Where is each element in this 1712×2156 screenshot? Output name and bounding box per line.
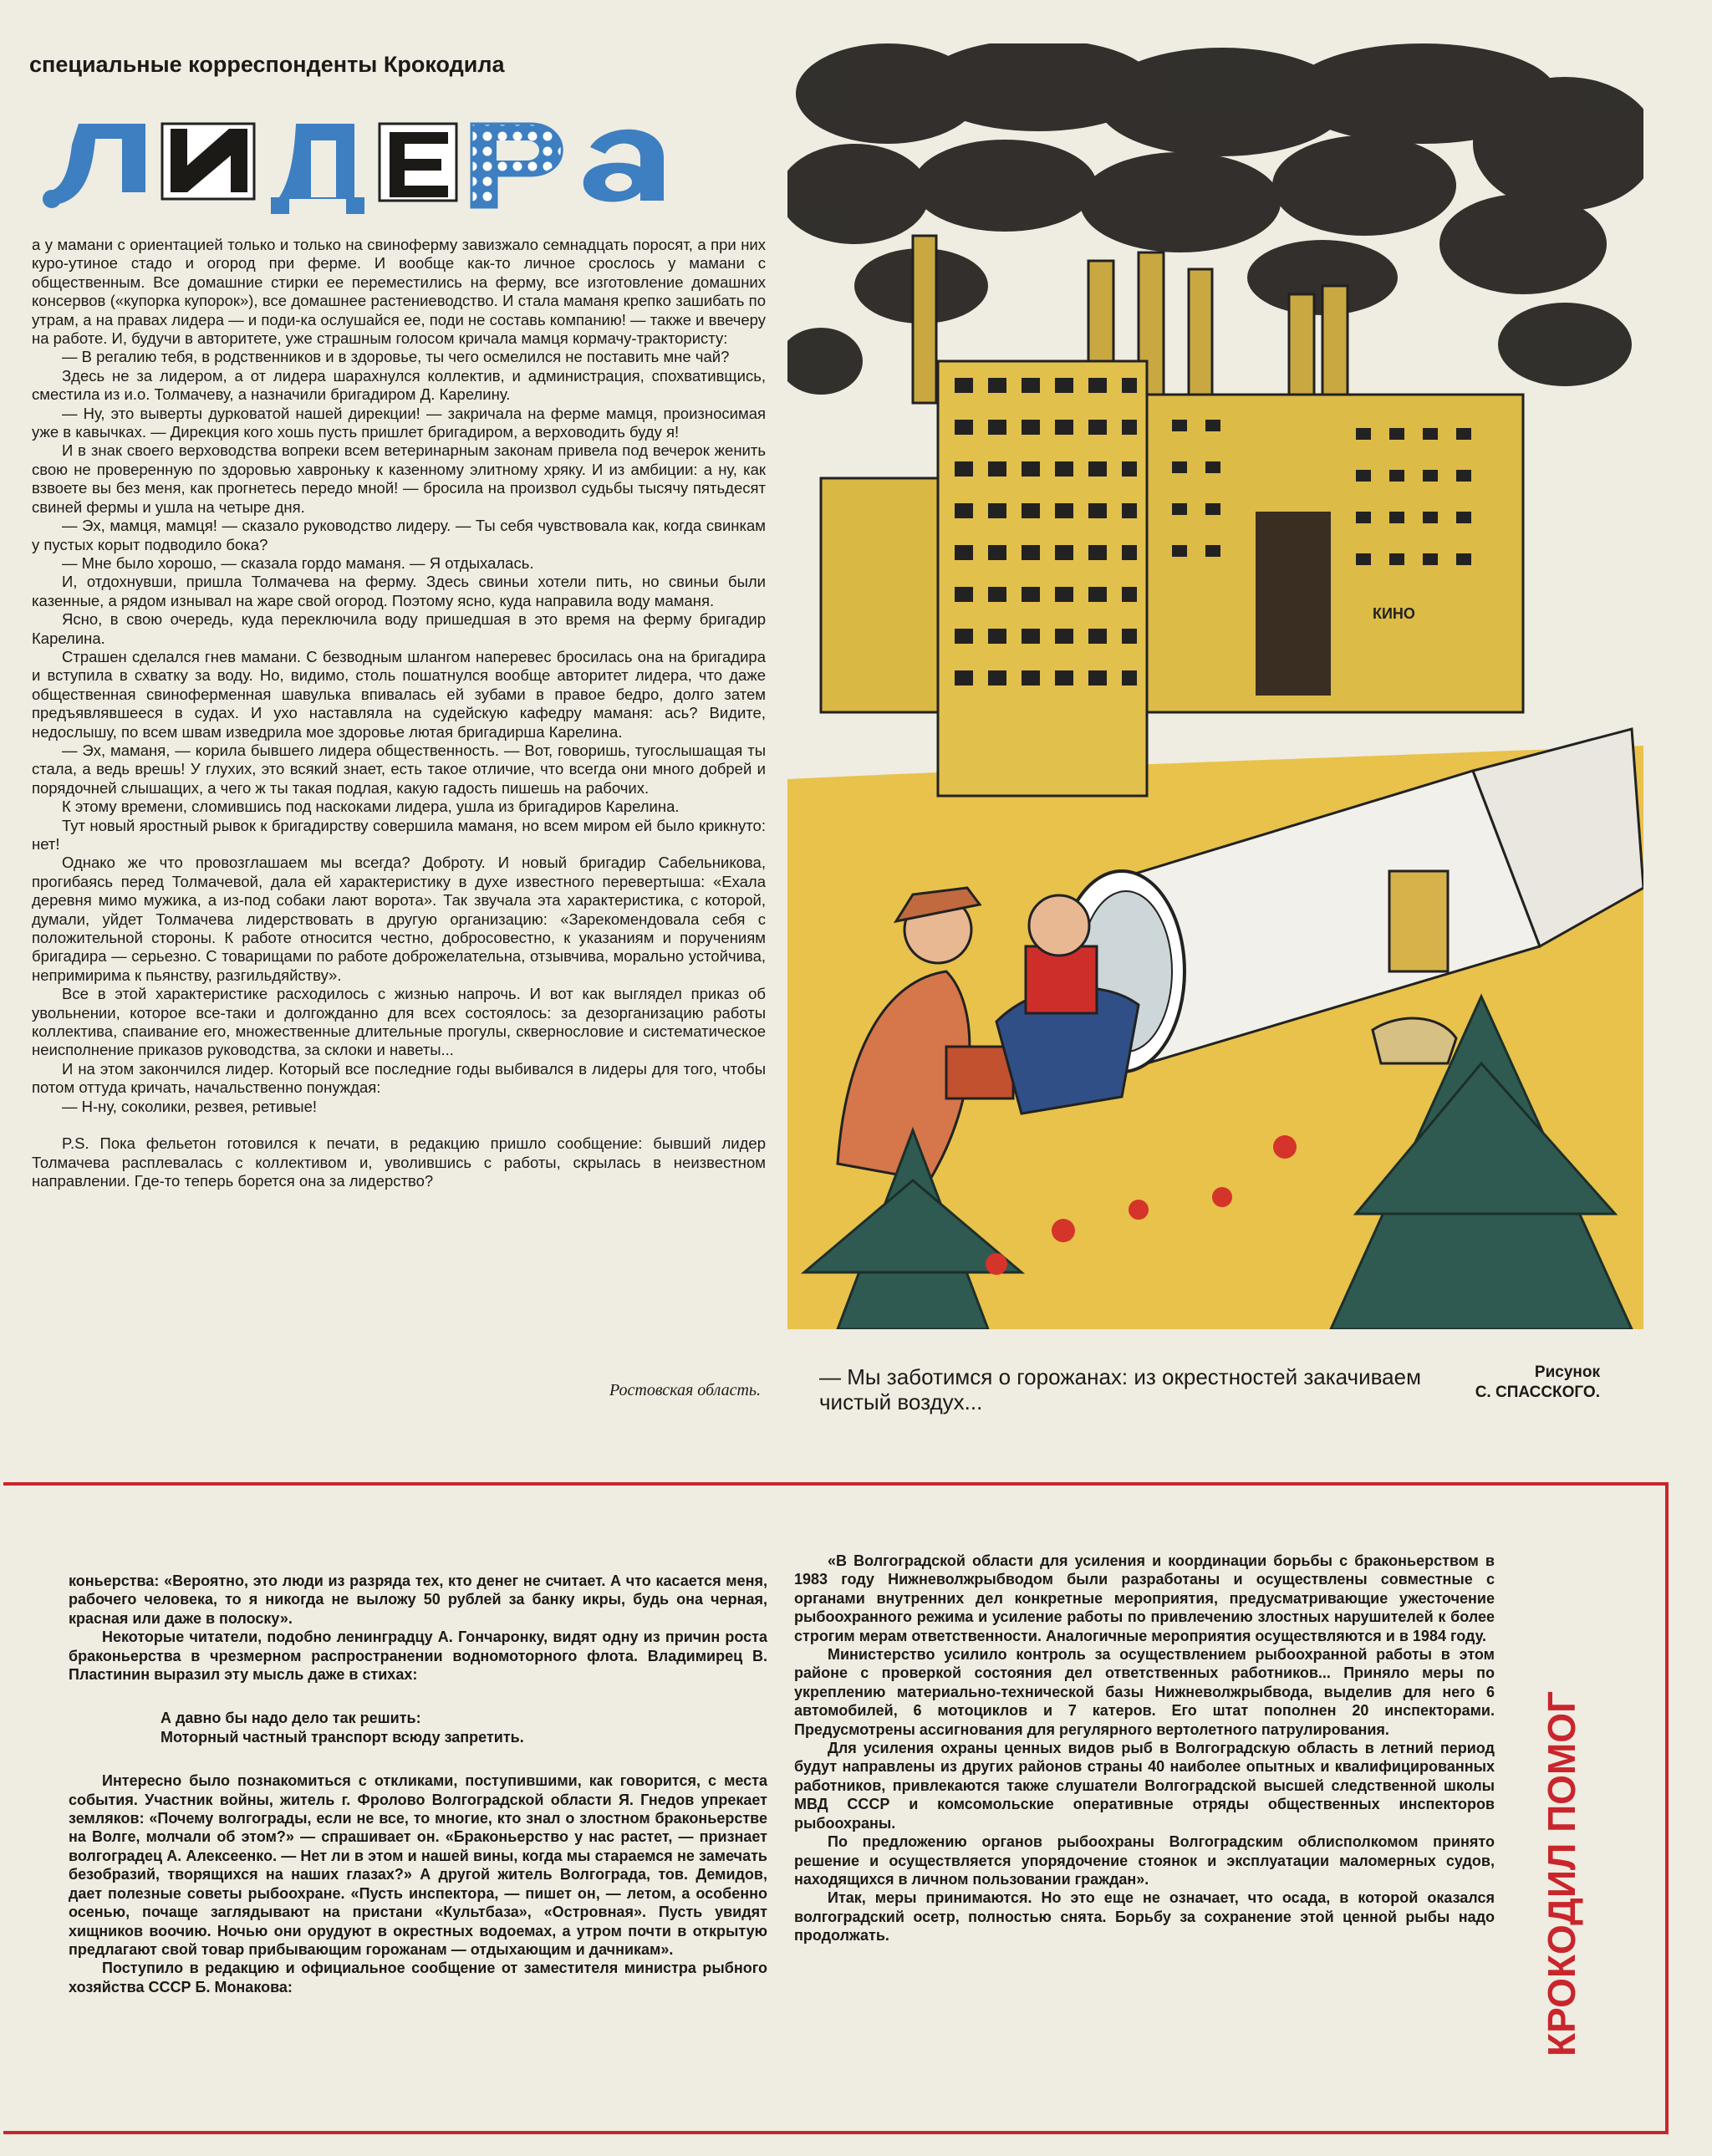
headline-letter-e [380,124,456,201]
help-section-title [1528,1505,1595,2107]
help-paragraph: Некоторые читатели, подобно ленинградцу А. Гончаронку, видят одну из причин роста браконьерства в чрезмерном распространении водномоторного флота. Владимирец В. Пластинин выразил эту мысль даже в стихах: [69,1628,767,1684]
article-paragraph: — Эх, маманя, — корила бывшего лидера общественность. — Вот, говоришь, тугослышащая ты стала, а ведь врешь! У глухих, это всякий знает, есть такое отличие, что всегда они много добрей и порядочней слышащих, а чего ж ты такая подлая, какую гадость пишешь на рабочих. [32,741,766,797]
cartoon-illustration [787,43,1643,1329]
headline-letter-a [583,130,664,202]
postscript: P.S. Пока фельетон готовился к печати, в редакцию пришло сообщение: бывший лидер Толмачева расплевалась с коллективом и, уволившись с работы, скрылась в неизвестном направлении. Где-то теперь борется она за лидерство? [32,1134,766,1190]
cartoon-credit [1421,1363,1600,1403]
help-column-right [794,1552,1495,2087]
article-paragraph: К этому времени, сломившись под наскоками лидера, ушла из бригадиров Карелина. [62,798,680,816]
headline-letter-l [43,124,145,208]
help-paragraph: коньерства: «Вероятно, это люди из разряда тех, кто денег не считает. А что касается меня, рабочего человека, то я никогда не выложу 50 рублей за банку икры, будь она черная, красная или даже в полоску». [69,1572,767,1627]
credit-line: Рисунок [1534,1363,1600,1381]
article-paragraph: Тут новый яростный рывок к бригадирству совершила маманя, но всем миром ей было крикнуто: нет! [32,816,766,853]
rubric-label: специальные корреспонденты Крокодила [29,52,505,77]
cinema-sign: КИНО [1373,605,1415,622]
article-paragraph: — Н-ну, соколики, резвея, ретивые! [62,1097,318,1115]
apartment-tower [938,361,1147,796]
article-paragraph: И на этом закончился лидер. Который все последние годы выбивался в лидеры для того, чтобы потом оттуда кричать, начальственно понуждая: [32,1059,766,1097]
help-paragraph: По предложению органов рыбоохраны Волгоградским облисполкомом принято решение и осуществляется упорядочение стоянок и эксплуатации маломерных судов, находящихся в личном пользовании граждан». [794,1833,1495,1888]
article-paragraph: — Эх, мамця, мамця! — сказало руководство лидеру. — Ты себя чувствовала как, когда свинкам у пустых корыт подводило бока? [32,517,766,553]
headline-letter-d [271,124,364,214]
help-paragraph: Интересно было познакомиться с откликами, поступившими, как говорится, с места события. Участник войны, житель г. Фролово Волгоградской области Я. Гнедов упрекает земляков: «Почему волгограды, если не все, то многие, кто знал о злостном браконьерстве на Волге, молчали об этом?» — спрашивает он. «Браконьерство у нас растет, — признает волгоградец А. Алексеенко. — Нет ли в этом и нашей вины, когда мы стараемся не замечать безобразий, творящихся на наших глазах?» А другой житель Волгограда, тов. Демидов, дает полезные советы рыбоохране. «Пусть инспектора, — пишет он, — летом, а особенно осенью, почаще заглядывают на пристани «Культбаза», «Островная». Пусть увидят хищников воочию. Ночью они орудуют в окрестных водоемах, а утром почти в открытую предлагают свой товар прибывающим горожанам — отдыхающим и дачникам». [69,1772,767,1958]
article-paragraph: Ясно, в свою очередь, куда переключила воду пришедшая в это время на ферму бригадир Карелина. [32,610,766,647]
article-paragraph: И в знак своего верховодства вопреки всем ветеринарным законам привела под вечерок женить свою не проверенную по здоровью хавроньку к казенному элитному хряку. И из амбиции: а ну, как взвоете вы без меня, как прогнетесь передо мной! — бросила на произвол судьбы тысячу пятьдесят свиней фермы и ушла на четыре дня. [32,441,766,516]
article-paragraph: Все в этой характеристике расходилось с жизнью напрочь. И вот как выглядел приказ об увольнении, которое все-таки и долгожданно для всех состоялось: за дезорганизацию работы коллектива, спаивание его, множественные длительные прогулы, сквернословие и систематическое неисполнение приказов руководства, за склоки и наветы... [32,985,766,1059]
headline-title [28,99,672,216]
verse-quote [160,1709,767,1746]
article-paragraph: Здесь не за лидером, а от лидера шарахнулся коллектив, и администрация, спохвативщись, сместила из и.о. Толмачеву, а назначили бригадиром Д. Карелину. [32,366,766,404]
credit-line: С. СПАССКОГО. [1475,1384,1600,1401]
headline-letter-r [471,124,562,207]
article-paragraph: Страшен сделался гнев мамани. С безводным шлангом наперевес бросилась она на бригадира и вступила в схватку за воду. Но, видимо, столь пошатнулся вообще авторитет лидера, что даже общественная свиноферменная шавулька впивалась ей зубами в правое бедро, долго затем предъявлявшееся в судах. И ухо наставляла на судейскую кафедру маманя: ась? Видите, недослышу, по всем швам изведрила мое здоровье лютая бригадирша Карелина. [32,647,766,741]
factory-right [1147,395,1523,712]
help-paragraph: Поступило в редакцию и официальное сообщение от заместителя министра рыбного хозяйства СССР Б. Монакова: [69,1960,767,1995]
cartoon-caption: — Мы заботимся о горожанах: из окрестностей закачиваем чистый воздух... [819,1364,1421,1414]
help-paragraph: «В Волгоградской области для усиления и координации борьбы с браконьерством в 1983 году Нижневолжрыбводом были разработаны и осуществлены совместные с органами внутренних дел конкретные мероприятия, предусматривающие ужесточение рыбоохранного режима и усиление работы по привлечению злостных нарушителей к более строгим мерам ответственности. Аналогичные мероприятия осуществляются и в 1984 году. [794,1552,1495,1644]
article-paragraph: — В регалию тебя, в родственников и в здоровье, ты чего осмелился не поставить мне чай? [62,348,730,366]
article-paragraph: а у мамани с ориентацией только и только на свиноферму завизжало семнадцать поросят, а при них куро-утиное стадо и огород при ферме. И вообще как-то личное срослось у мамани с общественным. Все домашние стирки ее переместились на ферму, все изготовление домашних консервов («купорка купорок»), все домашнее растениеводство. И стала маманя крепко зашибать по утрам, а на правах лидера — и поди-ка ослушайся ее, поди не составь компанию! — также и ввечеру на работе. И, будучи в авторитете, уже страшным голосом кричала мамця кормачу-трактористу: [32,236,766,348]
article-paragraph: — Ну, это выверты дурковатой нашей дирекции! — закричала на ферме мамця, произносимая уже в кавычках. — Дирекция кого хошь пусть пришлет бригадиром, а верховодить буду я! [32,404,766,441]
help-section-title-text: КРОКОДИЛ ПОМОГ [1540,1690,1583,2057]
help-paragraph: Итак, меры принимаются. Но это еще не означает, что осада, в которой оказался волгоградский осетр, полностью снята. Борьбу за сохранение этой ценной рыбы надо продолжать. [794,1889,1495,1944]
article-paragraph: — Мне было хорошо, — сказала гордо маманя. — Я отдыхалась. [62,553,534,572]
article-place: Ростовская область. [609,1381,761,1399]
verse-line: Моторный частный транспорт всюду запретить. [160,1728,524,1746]
verse-line: А давно бы надо дело так решить: [160,1710,421,1727]
article-body [32,236,766,1406]
help-paragraph: Министерство усилило контроль за осуществлением рыбоохранной работы в этом районе с проверкой состояния дел ответственных работников... Приняло меры по укреплению материально-технической базы Нижневолжрыбвода, выделив для него 6 автомобилей, 6 мотоциклов и 7 катеров. Его штат пополнен 20 инспекторами. Предусмотрены ассигнования для регулярного вертолетного патрулирования. [794,1646,1495,1738]
help-paragraph: Для усиления охраны ценных видов рыб в Волгоградскую область в летний период будут направлены из других районов страны 40 наиболее опытных и квалифицированных работников, привлекаются также слушатели Волгоградской высшей следственной школы МВД СССР и комсомольские оперативные отряды общественных инспекторов рыбоохраны. [794,1740,1495,1832]
article-paragraph: Однако же что провозглашаем мы всегда? Доброту. И новый бригадир Сабельникова, прогибаясь перед Толмачевой, дала ей характеристику в духе известного перевертыша: «Ехала деревня мимо мужика, а из-под собаки лают ворота». Так звучала эта характеристика, с которой, думали, уйдет Толмачева лидерствовать в другую организацию: «Зарекомендовала себя с положительной стороны. К работе относится честно, добросовестно, к указаниям и поручениям бригадира — серьезно. С товарищами по работе доброжелательна, отзывчива, морально устойчива, непримирима к пьянству, разгильдяйству». [32,854,766,984]
headline-letter-i [162,124,254,199]
dog-figure [1373,1018,1456,1063]
help-column-left [69,1572,767,2107]
article-paragraph: И, отдохнувши, пришла Толмачева на ферму. Здесь свиньи хотели пить, но свиньи были казенные, а рядом изнывал на жаре свой огород. Поэтому ясно, куда направила воду маманя. [32,573,766,609]
worker-figure [1389,871,1448,971]
